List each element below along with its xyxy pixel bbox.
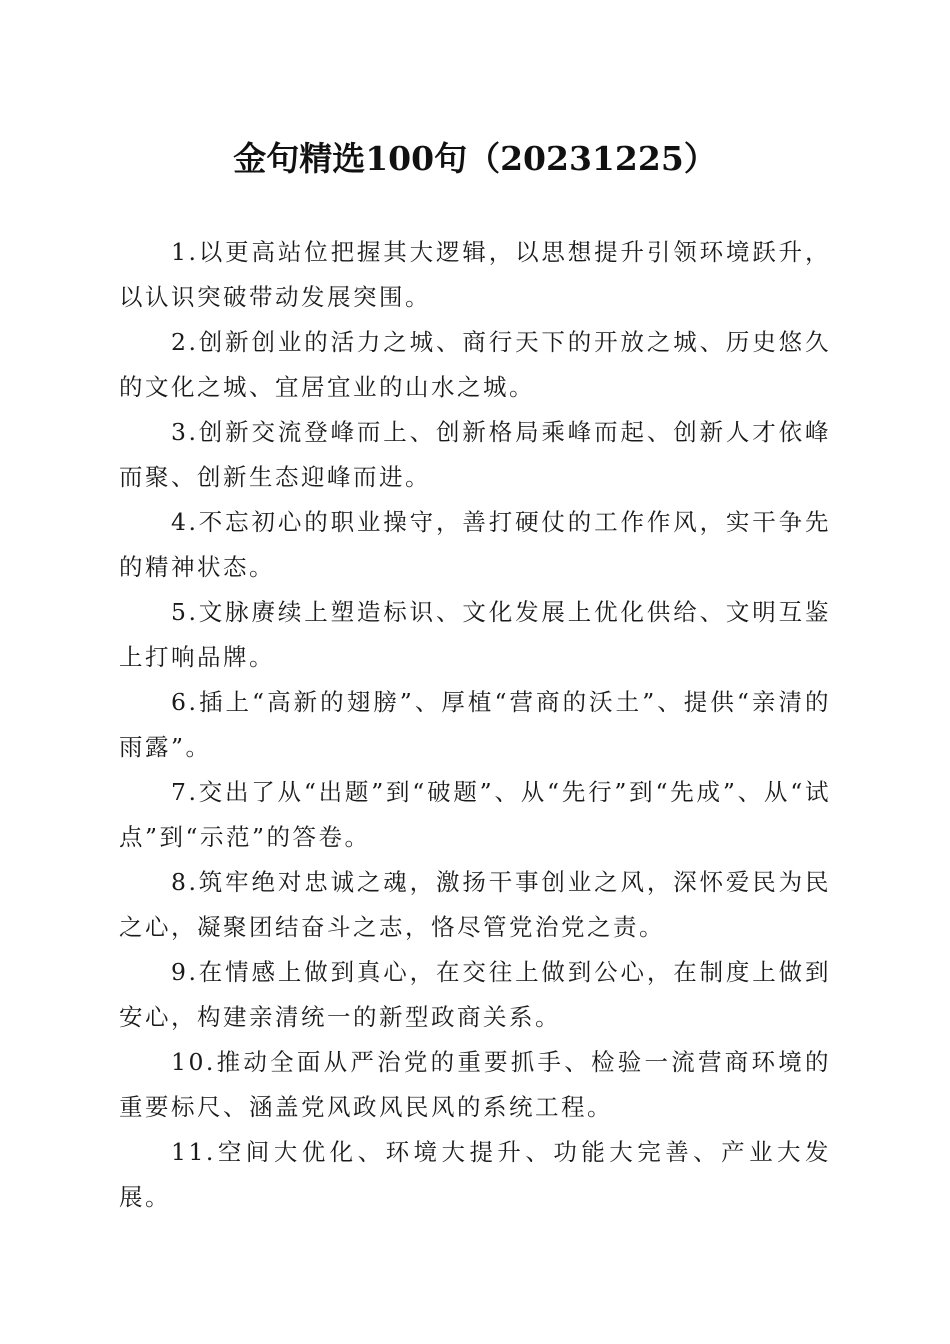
list-item-5: 5.文脉赓续上塑造标识、文化发展上优化供给、文明互鉴上打响品牌。	[119, 598, 831, 671]
list-item-11: 11.空间大优化、环境大提升、功能大完善、产业大发展。	[119, 1138, 831, 1211]
document-title: 金句精选100句（20231225）	[233, 139, 717, 178]
list-item-9: 9.在情感上做到真心，在交往上做到公心，在制度上做到安心，构建亲清统一的新型政商关系。	[119, 958, 831, 1031]
list-item-4: 4.不忘初心的职业操守，善打硬仗的工作作风，实干争先的精神状态。	[119, 508, 831, 581]
document-body	[119, 230, 831, 1220]
list-item-3: 3.创新交流登峰而上、创新格局乘峰而起、创新人才依峰而聚、创新生态迎峰而进。	[119, 418, 831, 491]
list-item-7: 7.交出了从“出题”到“破题”、从“先行”到“先成”、从“试点”到“示范”的答卷。	[119, 778, 831, 851]
list-item-1: 1.以更高站位把握其大逻辑，以思想提升引领环境跃升，以认识突破带动发展突围。	[119, 238, 831, 311]
list-item-6: 6.插上“高新的翅膀”、厚植“营商的沃土”、提供“亲清的雨露”。	[119, 688, 831, 761]
list-item-8: 8.筑牢绝对忠诚之魂，激扬干事创业之风，深怀爱民为民之心，凝聚团结奋斗之志，恪尽管党治党之责。	[119, 868, 831, 941]
list-item-2: 2.创新创业的活力之城、商行天下的开放之城、历史悠久的文化之城、宜居宜业的山水之城。	[119, 328, 831, 401]
list-item-10: 10.推动全面从严治党的重要抓手、检验一流营商环境的重要标尺、涵盖党风政风民风的系统工程。	[119, 1048, 831, 1121]
